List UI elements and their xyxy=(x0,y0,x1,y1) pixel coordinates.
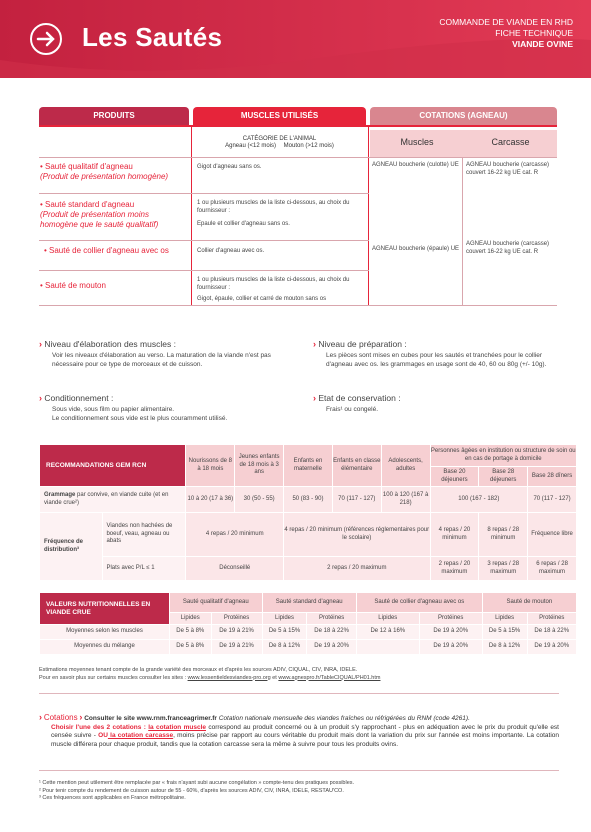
nut-sub-head: Protéines xyxy=(419,613,482,625)
section-title: Etat de conservation : xyxy=(318,393,401,403)
section-title: Niveau d'élaboration des muscles : xyxy=(44,339,176,349)
rec-freq-cell: Fréquence libre xyxy=(528,513,577,557)
sources-line: Pour en savoir plus sur certains muscles consulter les sites : xyxy=(39,674,188,681)
nutrition-table xyxy=(39,592,577,655)
page-title: Les Sautés xyxy=(82,22,223,52)
product-row xyxy=(40,200,188,230)
muscle-list: Epaule et collier d'agneau sans os. xyxy=(197,221,290,227)
rec-gram-cell: 30 (50 - 55) xyxy=(235,487,284,513)
col-divider xyxy=(191,127,192,305)
rec-gram-cell: 100 à 120 (167 à 218) xyxy=(381,487,430,513)
cot-muscle-label: la cotation muscle xyxy=(148,723,206,731)
arrow-right-icon xyxy=(30,23,62,55)
nut-cell: De 8 à 12% xyxy=(482,640,527,655)
product-name: • Sauté de mouton xyxy=(40,281,106,290)
nut-cell: De 12 à 16% xyxy=(356,625,419,640)
product-name: • Sauté standard d'agneau xyxy=(40,200,135,209)
cot-carcasse-2: AGNEAU boucherie (carcasse) couvert 16-22 kg UE cat. R xyxy=(466,241,550,255)
nut-cell: De 19 à 21% xyxy=(211,625,262,640)
footnotes xyxy=(39,780,569,803)
nut-sub-head: Protéines xyxy=(527,613,577,625)
chevron-right-icon: › xyxy=(313,393,316,403)
rec-freq-cell: 2 repas / 20 maximum xyxy=(430,557,479,581)
rec-freq-cell: 4 repas / 20 minimum xyxy=(186,513,284,557)
nut-cell: De 8 à 12% xyxy=(262,640,307,655)
rec-elder-sub: Base 28 déjeuners xyxy=(479,467,528,487)
rec-freq-sublabel: Plats avec P/L ≤ 1 xyxy=(103,557,186,581)
rec-col-head: Jeunes enfants de 18 mois à 3 ans xyxy=(235,445,284,487)
tab-underline xyxy=(39,125,557,127)
rec-gram-cell: 100 (167 - 182) xyxy=(430,487,528,513)
rec-elder-sub: Base 28 dîners xyxy=(528,467,577,487)
nut-cell: De 5 à 8% xyxy=(170,625,212,640)
nut-sub-head: Protéines xyxy=(307,613,356,625)
section-body: Les pièces sont mises en cubes pour les sautés et tranchées pour le collier d'agneau avec os. les grammages en usage sont de 40, 60 ou 80g (+/- 10g). xyxy=(326,352,547,368)
product-sub: (Produit de présentation moins homogène que le sauté qualitatif) xyxy=(40,210,159,229)
grammage-bold: Grammage xyxy=(44,492,76,498)
row-divider xyxy=(39,270,369,271)
cotations-code: (code 4261). xyxy=(433,715,470,722)
section-elaboration xyxy=(39,339,299,369)
cot-carcasse-1: AGNEAU boucherie (carcasse) couvert 16-22 kg UE cat. R xyxy=(466,162,550,176)
col-divider xyxy=(368,127,369,305)
footnote: ³ Ces fréquences sont applicables en France métropolitaine. xyxy=(39,795,186,801)
link-essentiel[interactable]: www.lessentieldesviandes-pro.org xyxy=(187,674,271,681)
categorie-mouton: Mouton (>12 mois) xyxy=(283,143,334,149)
cot-or: OU xyxy=(98,732,108,739)
chevron-right-icon: › xyxy=(39,339,42,349)
tab-cotations: COTATIONS (AGNEAU) xyxy=(370,107,557,125)
muscle-list-intro: 1 ou plusieurs muscles de la liste ci-dessous, au choix du fournisseur : xyxy=(197,200,350,214)
nut-col-head: Sauté de collier d'agneau avec os xyxy=(356,593,482,613)
nut-col-head: Sauté de mouton xyxy=(482,593,576,613)
cot-text: correspond au produit concerné ou à un produit s'y rapprochant - plus en adéquation avec le prix du produit qu'elle est censée suivre - xyxy=(51,723,559,739)
cotations-site[interactable]: Consulter le site www.rnm.franceagrimer.fr xyxy=(84,715,217,722)
nut-cell: De 19 à 20% xyxy=(307,640,356,655)
header-line1: COMMANDE DE VIANDE EN RHD xyxy=(439,17,573,27)
rec-col-head: Nourissons de 8 à 18 mois xyxy=(186,445,235,487)
nut-row-label: Moyennes du mélange xyxy=(40,640,170,655)
nut-cell xyxy=(356,640,419,655)
row-divider xyxy=(39,240,369,241)
cot-muscle-2: AGNEAU boucherie (épaule) UE xyxy=(372,246,460,252)
chevron-right-icon: › xyxy=(313,339,316,349)
section-body: Voir les niveaux d'élaboration au verso. La maturation de la viande n'est pas nécessaire pour ce type de morceaux et de cuisson. xyxy=(52,352,271,368)
col-divider xyxy=(462,157,463,305)
row-divider xyxy=(39,193,369,194)
cotations-title: Cotations xyxy=(43,713,78,722)
section-body: Le conditionnement sous vide est le plus couramment utilisé. xyxy=(52,415,228,422)
nut-row-label: Moyennes selon les muscles xyxy=(40,625,170,640)
grammage-rest: par convive, en viande cuite (et en viande crue²) xyxy=(44,492,169,506)
divider xyxy=(39,693,559,694)
sources-line: Estimations moyennes tenant compte de la grande variété des morceaux et d'après les sources ADIV, CIQUAL, CIV, INRA, IDELE. xyxy=(39,667,358,673)
rec-title: RECOMMANDATIONS GEM RCN xyxy=(40,445,186,487)
row-divider xyxy=(39,305,557,306)
nut-cell: De 19 à 21% xyxy=(211,640,262,655)
chevron-right-icon: › xyxy=(39,393,42,403)
product-muscle: Gigot d'agneau sans os. xyxy=(197,164,262,170)
rec-freq-cell: 6 repas / 28 maximum xyxy=(528,557,577,581)
nut-sub-head: Protéines xyxy=(211,613,262,625)
section-title: Conditionnement : xyxy=(44,393,114,403)
rec-freq-cell: 4 repas / 20 minimum (références réglementaires pour le scolaire) xyxy=(284,513,430,557)
nut-sub-head: Lipides xyxy=(356,613,419,625)
section-preparation xyxy=(313,339,563,369)
section-title: Niveau de préparation : xyxy=(318,339,407,349)
rec-freq-cell: 2 repas / 20 maximum xyxy=(284,557,430,581)
rec-gram-cell: 50 (83 - 90) xyxy=(284,487,333,513)
header-line3: VIANDE OVINE xyxy=(512,39,573,49)
cot-carcasse-head: Carcasse xyxy=(491,137,530,147)
product-muscle xyxy=(197,199,365,228)
tab-produits: PRODUITS xyxy=(39,107,189,125)
footnote: ¹ Cette mention peut utilement être remplacée par « frais n'ayant subi aucune congélation » compte-tenu des pratiques possibles. xyxy=(39,780,355,786)
nut-sub-head: Lipides xyxy=(482,613,527,625)
header-banner xyxy=(0,0,591,78)
rec-freq-sublabel: Viandes non hachées de boeuf, veau, agneau ou abats xyxy=(103,513,186,557)
sources-note xyxy=(39,667,569,682)
nut-cell: De 18 à 22% xyxy=(527,625,577,640)
section-body: Frais¹ ou congelé. xyxy=(326,406,379,413)
chevron-right-icon: › xyxy=(39,712,42,722)
rec-freq-cell: 8 repas / 28 minimum xyxy=(479,513,528,557)
nut-cell: De 19 à 20% xyxy=(419,625,482,640)
nut-sub-head: Lipides xyxy=(262,613,307,625)
rec-freq-cell: 3 repas / 28 maximum xyxy=(479,557,528,581)
rec-col-head: Enfants en classe élémentaire xyxy=(332,445,381,487)
cotations-block xyxy=(39,713,559,749)
muscle-list-intro: 1 ou plusieurs muscles de la liste ci-dessous, au choix du fournisseur : xyxy=(197,277,350,291)
rec-gram-cell: 70 (117 - 127) xyxy=(332,487,381,513)
rec-freq-cell: 4 repas / 20 minimum xyxy=(430,513,479,557)
categorie-title: CATÉGORIE DE L'ANIMAL xyxy=(242,136,317,142)
rec-elder-head: Personnes âgées en institution ou structure de soin ou en cas de portage à domicile xyxy=(430,445,577,467)
product-sub: (Produit de présentation homogène) xyxy=(40,172,169,181)
categorie-agneau: Agneau (<12 mois) xyxy=(225,143,276,149)
nut-cell: De 19 à 20% xyxy=(419,640,482,655)
row-divider xyxy=(39,157,557,158)
rec-freq-cell: Déconseillé xyxy=(186,557,284,581)
cotations-desc: Cotation nationale mensuelle des viandes fraîches ou réfrigérées du RNM xyxy=(218,715,432,722)
product-muscle xyxy=(197,276,365,303)
nut-sub-head: Lipides xyxy=(170,613,212,625)
rec-col-head: Adolescents, adultes xyxy=(381,445,430,487)
product-name: • Sauté qualitatif d'agneau xyxy=(40,162,133,171)
sources-and: et xyxy=(270,674,279,681)
nut-cell: De 19 à 20% xyxy=(527,640,577,655)
rec-col-head: Enfants en maternelle xyxy=(284,445,333,487)
cot-text: , moins précise par rapport au cours véritable du produit mais dont la variation du prix sur l'année est moins importante. La cotation muscle différera pour chaque produit, tandis que la cotation carcasse sera la même à suivre pour tous les produits ovins. xyxy=(51,732,560,748)
cot-carcasse-label: la cotation carcasse xyxy=(107,732,174,739)
rec-freq-label: Fréquence de distribution³ xyxy=(40,513,103,581)
product-row xyxy=(40,162,188,182)
recommandations-table xyxy=(39,444,577,581)
header-line2: FICHE TECHNIQUE xyxy=(495,28,573,38)
section-conservation xyxy=(313,393,563,414)
product-name: • Sauté de collier d'agneau avec os xyxy=(44,246,169,255)
rec-elder-sub: Base 20 déjeuners xyxy=(430,467,479,487)
rec-gram-cell: 10 à 20 (17 à 36) xyxy=(186,487,235,513)
nut-col-head: Sauté standard d'agneau xyxy=(262,593,356,613)
section-conditionnement xyxy=(39,393,309,423)
rec-grammage-label xyxy=(40,487,186,513)
product-muscle: Collier d'agneau avec os. xyxy=(197,248,265,254)
footnote: ² Pour tenir compte du rendement de cuisson autour de 55 - 60%, d'après les sources ADIV, CIV, INRA, IDELE, RESTAU'CO. xyxy=(39,787,344,794)
link-agnespro[interactable]: www.agnespro.fr/TableCIQUAL/PH01.htm xyxy=(278,674,381,681)
section-body: Sous vide, sous film ou papier alimentaire. xyxy=(52,406,175,413)
muscle-list: Gigot, épaule, collier et carré de mouton sans os xyxy=(197,296,327,302)
nut-cell: De 5 à 15% xyxy=(262,625,307,640)
divider xyxy=(39,770,559,771)
cot-muscles-head: Muscles xyxy=(400,137,434,147)
nut-cell: De 5 à 15% xyxy=(482,625,527,640)
cot-muscle-1: AGNEAU boucherie (culotte) UE xyxy=(372,162,459,168)
cot-choose: Choisir l'une des 2 cotations : xyxy=(51,723,149,731)
nut-cell: De 5 à 8% xyxy=(170,640,212,655)
rec-gram-cell: 70 (117 - 127) xyxy=(528,487,577,513)
nut-col-head: Sauté qualitatif d'agneau xyxy=(170,593,263,613)
tab-muscles: MUSCLES UTILISÉS xyxy=(193,107,366,125)
nut-title: VALEURS NUTRITIONNELLES EN VIANDE CRUE xyxy=(40,593,170,625)
nut-cell: De 18 à 22% xyxy=(307,625,356,640)
chevron-right-icon: › xyxy=(79,712,83,722)
